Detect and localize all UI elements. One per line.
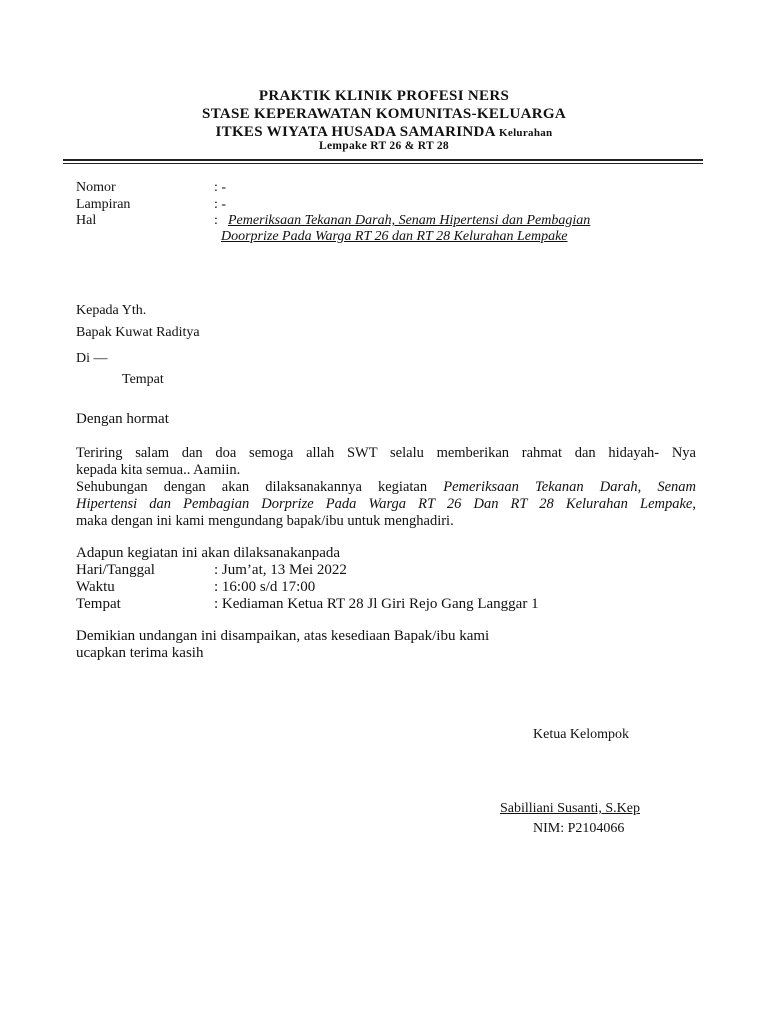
tempat-label: Tempat — [76, 596, 121, 612]
signature-role: Ketua Kelompok — [533, 727, 630, 742]
letterhead-institution: ITKES WIYATA HUSADA SAMARINDA — [215, 124, 500, 140]
hal-label: Hal — [76, 213, 97, 228]
event-intro: Adapun kegiatan ini akan dilaksanakanpada — [76, 545, 341, 561]
letterhead-line-3 — [0, 124, 768, 141]
letterhead-kelurahan: Kelurahan — [499, 127, 553, 139]
paragraph-2-line-2-end: , — [692, 496, 696, 512]
recipient-di: Di — — [76, 351, 108, 366]
nomor-value: : - — [214, 180, 227, 195]
letterhead-line-1: PRAKTIK KLINIK PROFESI NERS — [258, 88, 510, 104]
kepada-yth: Kepada Yth. — [76, 303, 147, 318]
letterhead-rule-thick — [63, 159, 703, 161]
letterhead-line-2: STASE KEPERAWATAN KOMUNITAS-KELUARGA — [202, 106, 566, 122]
recipient-name: Bapak Kuwat Raditya — [76, 325, 200, 340]
hal-subject-line-1: Pemeriksaan Tekanan Darah, Senam Hipertensi dan Pembagian — [228, 213, 591, 228]
hal-subject-line-2: Doorprize Pada Warga RT 26 dan RT 28 Kelurahan Lempake — [221, 229, 568, 244]
waktu-label: Waktu — [76, 579, 115, 595]
paragraph-2-line-2-italic: Hipertensi dan Pembagian Dorprize Pada Warga RT 26 Dan RT 28 Kelurahan Lempake — [76, 496, 693, 512]
signature-name: Sabilliani Susanti, S.Kep — [500, 801, 640, 816]
paragraph-2-line-1-normal: Sehubungan dengan akan dilaksanakannya kegiatan — [76, 479, 444, 495]
hari-tanggal-label: Hari/Tanggal — [76, 562, 155, 578]
hal-colon: : — [214, 213, 218, 228]
tempat-value: : Kediaman Ketua RT 28 Jl Giri Rejo Gang Langgar 1 — [214, 596, 539, 612]
paragraph-intro — [76, 445, 696, 530]
waktu-value: : 16:00 s/d 17:00 — [214, 579, 316, 595]
letterhead-line-4: Lempake RT 26 & RT 28 — [319, 140, 449, 152]
lampiran-value: : - — [214, 197, 227, 212]
paragraph-2-line-1 — [76, 479, 696, 496]
greeting: Dengan hormat — [76, 411, 169, 427]
closing-line-2: ucapkan terima kasih — [76, 645, 204, 661]
paragraph-1-line-2: kepada kita semua.. Aamiin. — [76, 462, 241, 478]
paragraph-1-line-1: Teriring salam dan doa semoga allah SWT selalu memberikan rahmat dan hidayah- Nya — [76, 445, 696, 461]
paragraph-2-line-3: maka dengan ini kami mengundang bapak/ibu untuk menghadiri. — [76, 513, 454, 529]
signature-nim: NIM: P2104066 — [533, 821, 625, 836]
letterhead-rule-thin — [63, 163, 703, 164]
paragraph-2-line-1-italic: Pemeriksaan Tekanan Darah, Senam — [443, 479, 696, 495]
lampiran-label: Lampiran — [76, 197, 131, 212]
hari-tanggal-value: : Jum’at, 13 Mei 2022 — [214, 562, 347, 578]
nomor-label: Nomor — [76, 180, 116, 195]
closing-line-1: Demikian undangan ini disampaikan, atas kesediaan Bapak/ibu kami — [76, 628, 490, 644]
recipient-tempat: Tempat — [122, 372, 164, 387]
paragraph-2-line-2 — [76, 496, 696, 513]
